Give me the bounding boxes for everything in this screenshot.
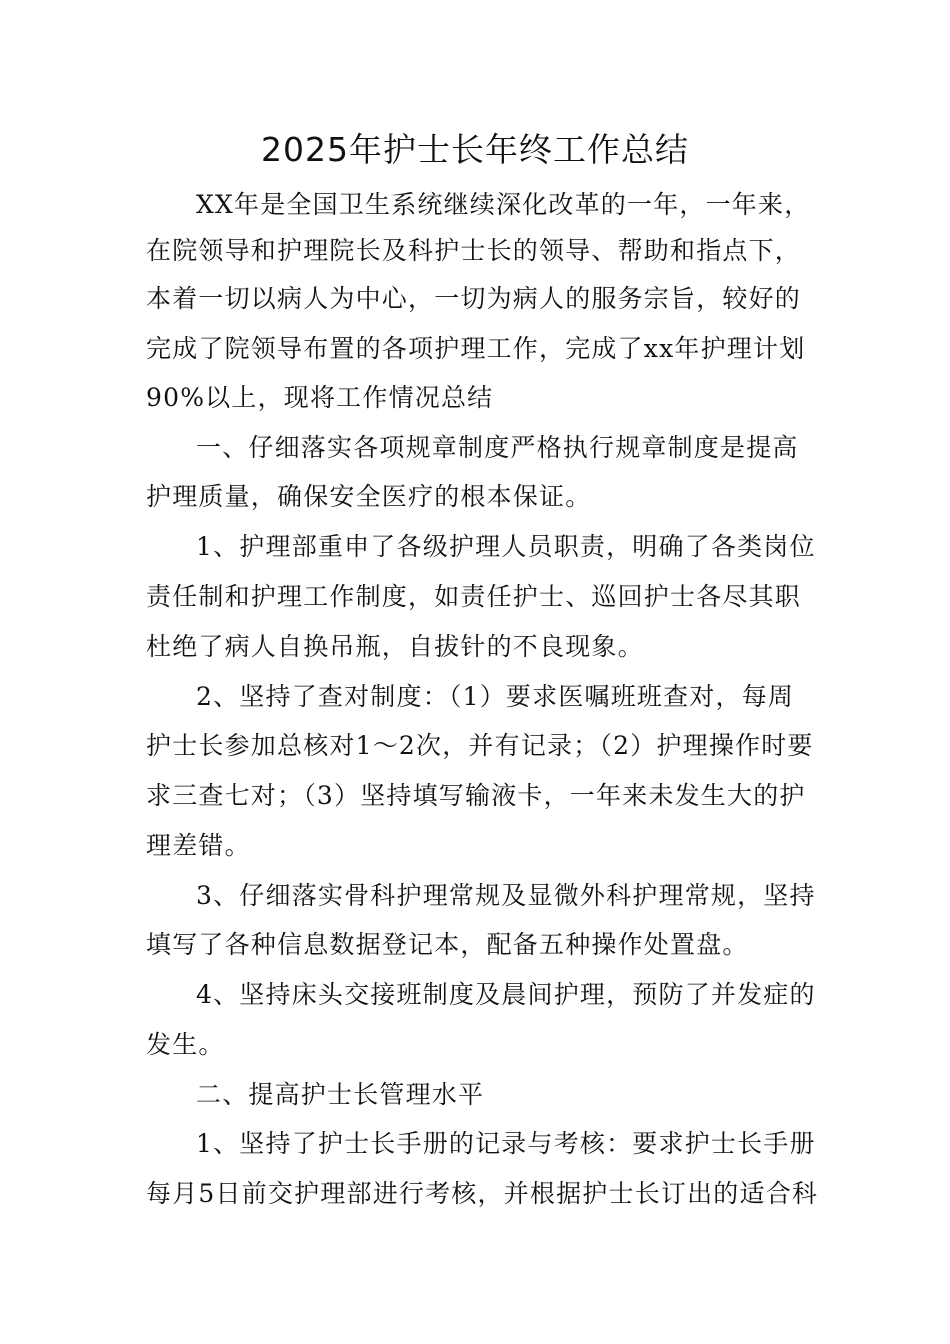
- paragraph-line: 4、坚持床头交接班制度及晨间护理，预防了并发症的: [196, 980, 816, 1009]
- paragraph-line: 责任制和护理工作制度，如责任护士、巡回护士各尽其职: [146, 582, 802, 611]
- paragraph-line: 杜绝了病人自换吊瓶，自拔针的不良现象。: [146, 632, 644, 661]
- paragraph-line: 完成了院领导布置的各项护理工作，完成了xx年护理计划: [146, 334, 806, 363]
- paragraph-line: 护士长参加总核对1～2次，并有记录；（2）护理操作时要: [146, 731, 814, 760]
- paragraph-line: 2、坚持了查对制度：（1）要求医嘱班班查对，每周: [196, 682, 795, 711]
- document-title: 2025年护士长年终工作总结: [261, 130, 689, 169]
- paragraph-line: 本着一切以病人为中心，一切为病人的服务宗旨，较好的: [146, 284, 802, 313]
- section-heading: 二、提高护士长管理水平: [196, 1080, 485, 1109]
- paragraph-line: 发生。: [146, 1030, 225, 1059]
- paragraph-line: 理差错。: [146, 831, 251, 860]
- paragraph-line: 每月5日前交护理部进行考核，并根据护士长订出的适合科: [146, 1179, 819, 1208]
- paragraph-line: 在院领导和护理院长及科护士长的领导、帮助和指点下，: [146, 236, 802, 265]
- paragraph-line: 90%以上，现将工作情况总结: [146, 383, 494, 412]
- paragraph-line: 一、仔细落实各项规章制度严格执行规章制度是提高: [196, 433, 799, 462]
- paragraph-line: 填写了各种信息数据登记本，配备五种操作处置盘。: [146, 930, 749, 959]
- paragraph-line: 护理质量，确保安全医疗的根本保证。: [146, 482, 592, 511]
- paragraph-line: 1、坚持了护士长手册的记录与考核：要求护士长手册: [196, 1129, 816, 1158]
- paragraph-line: 求三查七对；（3）坚持填写输液卡，一年来未发生大的护: [146, 781, 806, 810]
- paragraph-line: 1、护理部重申了各级护理人员职责，明确了各类岗位: [196, 532, 816, 561]
- paragraph-line: 3、仔细落实骨科护理常规及显微外科护理常规，坚持: [196, 881, 816, 910]
- paragraph-line: XX年是全国卫生系统继续深化改革的一年，一年来，: [196, 190, 811, 219]
